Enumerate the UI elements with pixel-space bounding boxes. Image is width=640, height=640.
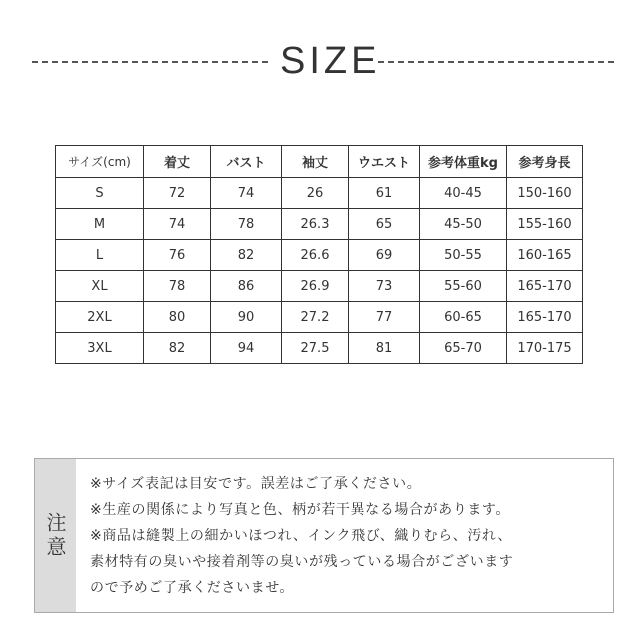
table-cell: 45-50 [420,209,507,240]
table-cell: 81 [349,333,420,364]
table-cell: M [56,209,144,240]
table-row [56,240,583,271]
table-row [56,178,583,209]
table-cell: 50-55 [420,240,507,271]
column-header-height: 参考身長 [507,146,583,178]
notes-label: 注意 [43,511,67,560]
table-cell: 26.9 [282,271,349,302]
table-cell: 94 [211,333,282,364]
table-cell: 55-60 [420,271,507,302]
table-cell: 2XL [56,302,144,333]
table-cell: 86 [211,271,282,302]
table-cell: 170-175 [507,333,583,364]
left-dashed-divider [32,61,268,63]
table-cell: 65-70 [420,333,507,364]
right-dashed-divider [378,61,614,63]
table-cell: 60-65 [420,302,507,333]
table-cell: 82 [211,240,282,271]
table-cell: L [56,240,144,271]
column-header-sleeve: 袖丈 [282,146,349,178]
note-line: ※サイズ表記は目安です。誤差はご了承ください。 [90,476,422,492]
table-header-row [56,146,583,178]
table-cell: 78 [144,271,211,302]
table-cell: 73 [349,271,420,302]
column-header-bust: バスト [211,146,282,178]
table-cell: 82 [144,333,211,364]
table-cell: 165-170 [507,302,583,333]
table-cell: 26.6 [282,240,349,271]
table-cell: 74 [211,178,282,209]
table-cell: 90 [211,302,282,333]
table-cell: 27.2 [282,302,349,333]
table-cell: 80 [144,302,211,333]
table-row [56,302,583,333]
column-header-size: サイズ(cm) [56,146,144,178]
table-cell: 26 [282,178,349,209]
table-cell: 78 [211,209,282,240]
note-line: ので予めご了承くださいませ。 [90,580,294,596]
table-cell: 26.3 [282,209,349,240]
column-header-weight: 参考体重kg [420,146,507,178]
table-cell: 150-160 [507,178,583,209]
table-cell: 155-160 [507,209,583,240]
column-header-waist: ウエスト [349,146,420,178]
table-cell: 65 [349,209,420,240]
notes-list [90,471,605,601]
table-cell: 3XL [56,333,144,364]
table-cell: 165-170 [507,271,583,302]
table-row [56,271,583,302]
table-cell: S [56,178,144,209]
table-cell: 61 [349,178,420,209]
table-cell: XL [56,271,144,302]
table-cell: 27.5 [282,333,349,364]
table-cell: 69 [349,240,420,271]
table-cell: 77 [349,302,420,333]
note-line: 素材特有の臭いや接着剤等の臭いが残っている場合がございます [90,554,514,570]
table-cell: 40-45 [420,178,507,209]
table-cell: 160-165 [507,240,583,271]
table-row [56,333,583,364]
table-row [56,209,583,240]
size-table [55,145,583,364]
size-header [0,36,640,86]
note-line: ※商品は縫製上の細かいほつれ、インク飛び、織りむら、汚れ、 [90,528,512,544]
column-header-length: 着丈 [144,146,211,178]
notes-label-panel [35,459,76,612]
page-title: SIZE [280,40,381,82]
table-cell: 72 [144,178,211,209]
table-cell: 76 [144,240,211,271]
notes-box [34,458,614,613]
note-line: ※生産の関係により写真と色、柄が若干異なる場合があります。 [90,502,511,518]
table-cell: 74 [144,209,211,240]
